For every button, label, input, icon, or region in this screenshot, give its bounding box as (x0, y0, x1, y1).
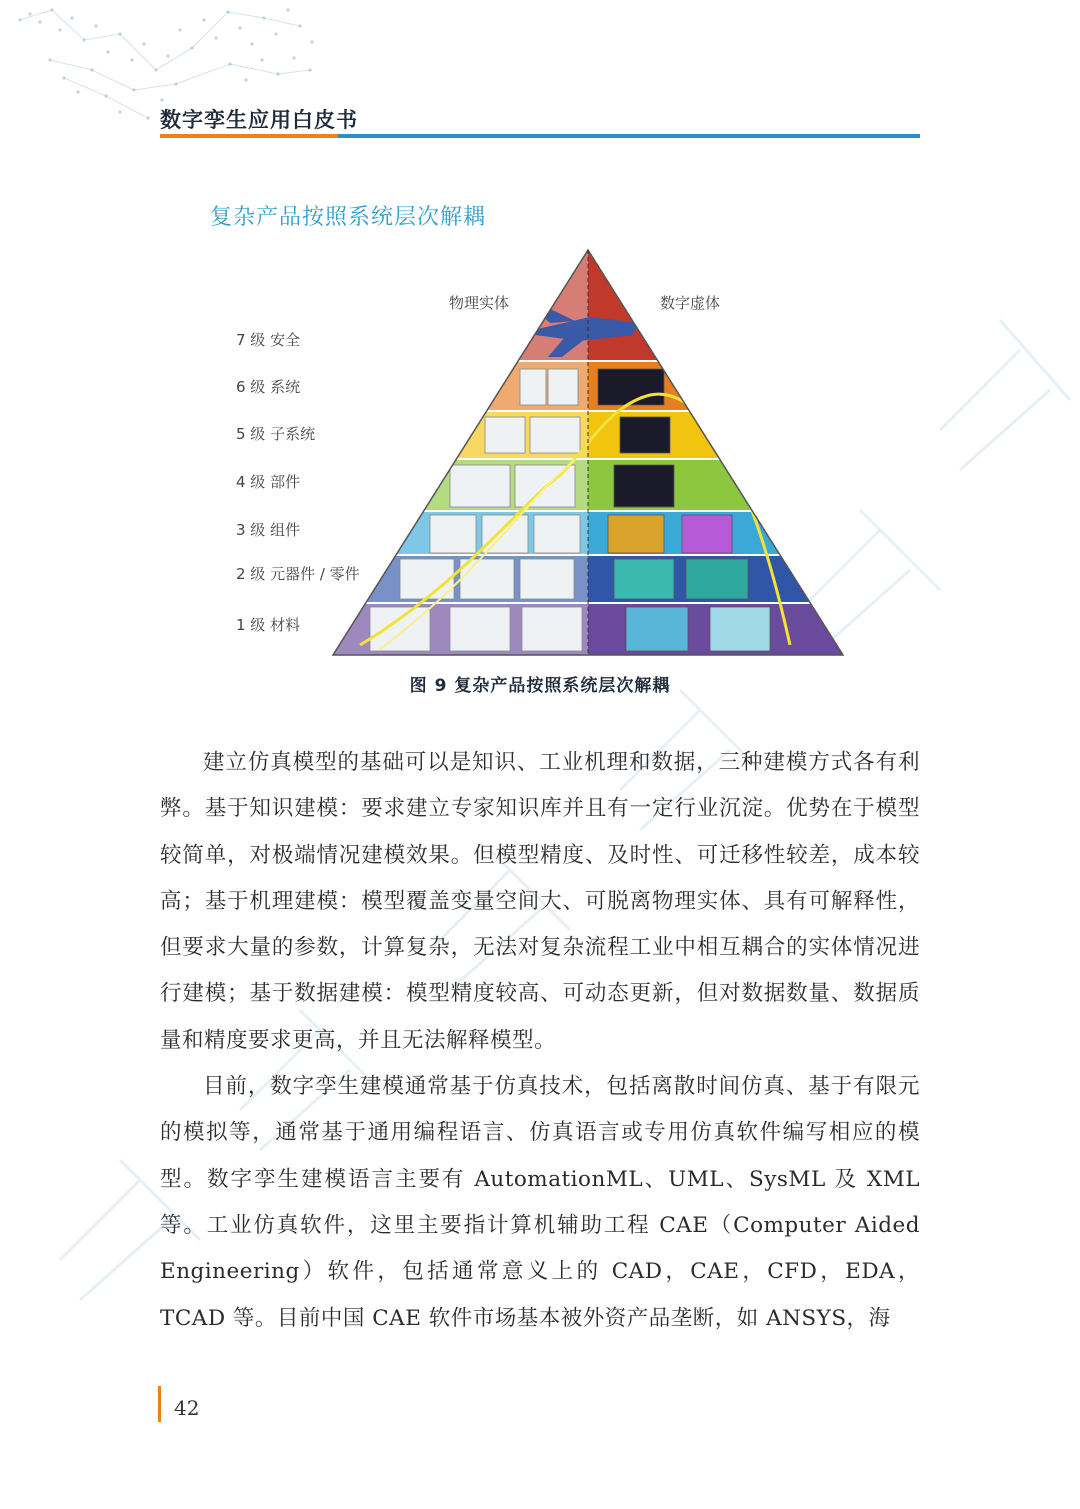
paragraph-1: 建立仿真模型的基础可以是知识、工业机理和数据，三种建模方式各有利弊。基于知识建模：要求建立专家知识库并且有一定行业沉淀。优势在于模型较简单，对极端情况建模效果。但模型精度、及时性、可迁移性较差，成本较高；基于机理建模：模型覆盖变量空间大、可脱离物理实体、具有可解释性，但要求大量的参数，计算复杂，无法对复杂流程工业中相互耦合的实体情况进行建模；基于数据建模：模型精度较高、可动态更新，但对数据数量、数据质量和精度要求更高，并且无法解释模型。 (160, 750, 920, 1053)
running-header-title: 数字孪生应用白皮书 (160, 108, 358, 132)
level-label-5: 5 级 子系统 (236, 425, 316, 443)
level-label-2: 2 级 元器件 / 零件 (236, 565, 360, 583)
level-label-3: 3 级 组件 (236, 521, 301, 539)
level-label-4: 4 级 部件 (236, 473, 301, 491)
level-label-7: 7 级 安全 (236, 331, 301, 349)
header-rule-orange (160, 134, 338, 138)
level-label-6: 6 级 系统 (236, 378, 301, 396)
column-title-physical: 物理实体 (449, 294, 510, 312)
body-text (160, 740, 920, 1342)
column-title-digital: 数字虚体 (660, 294, 721, 312)
figure-caption: 图 9 复杂产品按照系统层次解耦 (409, 676, 671, 696)
page-number: 42 (174, 1396, 200, 1420)
world-map-decoration (0, 0, 340, 170)
page-number-bar (158, 1386, 161, 1422)
paragraph-2: 目前，数字孪生建模通常基于仿真技术，包括离散时间仿真、基于有限元的模拟等，通常基于通用编程语言、仿真语言或专用仿真软件编写相应的模型。数字孪生建模语言主要有 AutomationML、UML、SysML 及 XML 等。工业仿真软件，这里主要指计算机辅助工程 CAE（Computer Aided Engineering）软件，包括通常意义上的 CAD，CAE，CFD，EDA，TCAD 等。目前中国 CAE 软件市场基本被外资产品垄断，如 ANSYS，海 (160, 1074, 920, 1331)
header-rule (160, 134, 920, 138)
system-hierarchy-pyramid (230, 245, 870, 665)
section-heading: 复杂产品按照系统层次解耦 (210, 205, 487, 230)
header-rule-blue (338, 134, 920, 138)
level-label-1: 1 级 材料 (236, 616, 301, 634)
